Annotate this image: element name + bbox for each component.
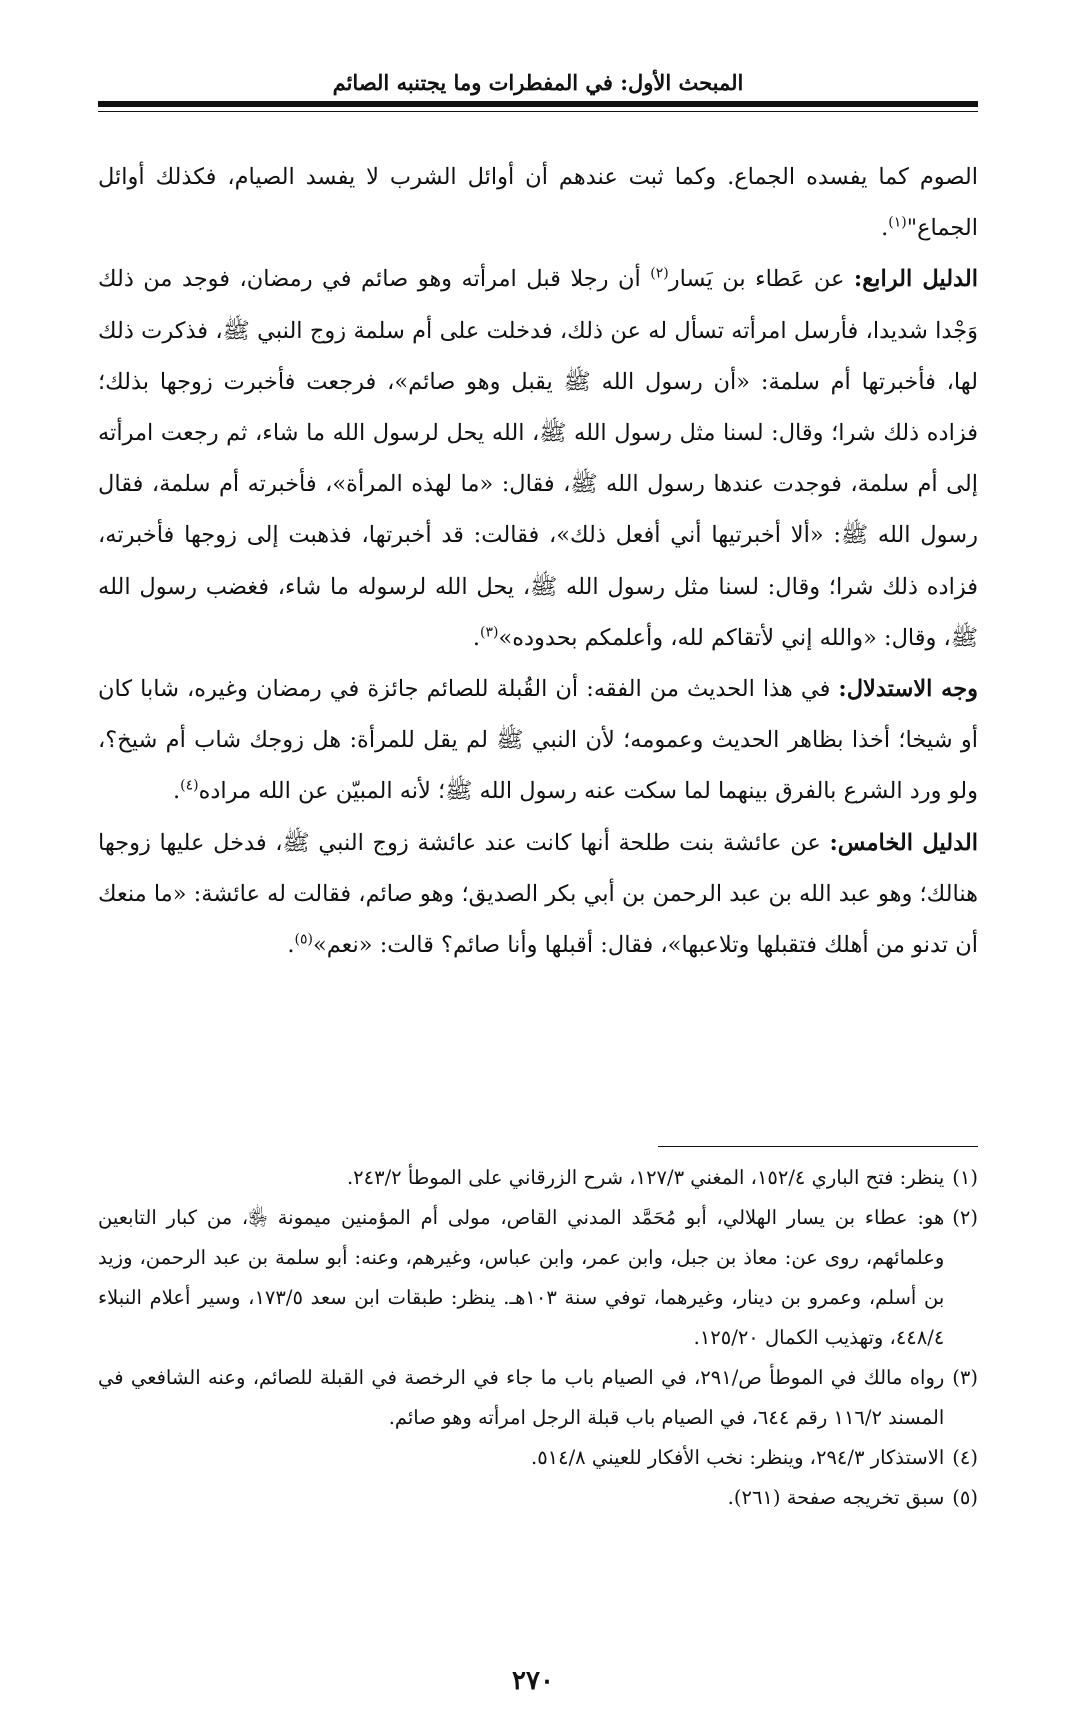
header-rule-thin xyxy=(98,111,978,112)
footnote-text: ينظر: فتح الباري ١٥٢/٤، المغني ١٢٧/٣، شرح الزرقاني على الموطأ ٢٤٣/٢. xyxy=(346,1166,945,1189)
footnote-text: رواه مالك في الموطأ ص/٢٩١، في الصيام باب ما جاء في الرخصة في القبلة للصائم، وعنه الشافعي في المسند ١١٦/٢ رقم ٦٤٤، في الصيام باب قبلة الرجل امرأته وهو صائم. xyxy=(98,1366,945,1429)
running-title: المبحث الأول: في المفطرات وما يجتنبه الصائم xyxy=(332,70,744,95)
footnote-text: الاستذكار ٢٩٤/٣، وينظر: نخب الأفكار للعيني ٥١٤/٨. xyxy=(530,1446,945,1469)
footnote-number: (٢) xyxy=(952,1206,978,1229)
footnote-number: (٤) xyxy=(952,1446,978,1469)
section-lead: الدليل الرابع: xyxy=(853,266,978,293)
paragraph-text: الصوم كما يفسده الجماع. وكما ثبت عندهم أن أوائل الشرب لا يفسد الصيام، فكذلك أوائل الجماع" xyxy=(98,164,978,242)
footnote-text: هو: عطاء بن يسار الهلالي، أبو مُحَمَّد المدني القاص، مولى أم المؤمنين ميمونة ﵂، من كبار التابعين وعلمائهم، روى عن: معاذ بن جبل، وابن عمر، وابن عباس، وغيرهم، وعنه: أبو سلمة بن عبد الرحمن، وزيد بن أسلم، وعمرو بن دينار، وغيرهما، توفي سنة ١٠٣هـ. ينظر: طبقات ابن سعد ١٧٣/٥، وسير أعلام النبلاء ٤٤٨/٤، وتهذيب الكمال ١٢٥/٢٠. xyxy=(98,1206,945,1349)
paragraph-end: . xyxy=(172,778,181,805)
footnote-number: (٣) xyxy=(952,1366,978,1389)
footnote xyxy=(98,1478,978,1518)
paragraph-end: . xyxy=(287,932,295,959)
footnote-number: (١) xyxy=(952,1166,978,1189)
footnote-ref: (٤) xyxy=(180,777,199,794)
footnote xyxy=(98,1358,978,1438)
paragraph-end: . xyxy=(472,624,481,651)
footnote xyxy=(98,1158,978,1198)
paragraph-text: عن عائشة بنت طلحة أنها كانت عند عائشة زوج النبي ﷺ، فدخل عليها زوجها هنالك؛ وهو عبد الله بن عبد الرحمن بن أبي بكر الصديق؛ وهو صائم، فقالت له عائشة: «ما منعك أن تدنو من أهلك فتقبلها وتلاعبها»، فقال: أقبلها وأنا صائم؟ قالت: «نعم» xyxy=(98,829,978,959)
section-lead: الدليل الخامس: xyxy=(829,829,978,856)
footnotes xyxy=(98,1158,978,1518)
footnote xyxy=(98,1198,978,1358)
page-number: ٢٧٠ xyxy=(512,1666,554,1696)
paragraph-continuation xyxy=(98,152,978,254)
paragraph-end: . xyxy=(881,215,889,242)
paragraph-text: عن عَطاء بن يَسار xyxy=(668,266,854,293)
paragraph-inference xyxy=(98,664,978,818)
paragraph-text: في هذا الحديث من الفقه: أن القُبلة للصائم جائزة في رمضان وغيره، شابا كان أو شيخا؛ أخذا بظاهر الحديث وعمومه؛ لأن النبي ﷺ لم يقل للمرأة: هل زوجك شاب أم شيخ؟، ولو ورد الشرع بالفرق بينهما لما سكت عنه رسول الله ﷺ؛ لأنه المبيّن عن الله مراده xyxy=(98,676,978,805)
footnote-separator xyxy=(658,1146,978,1147)
footnote-ref: (١) xyxy=(888,214,907,231)
paragraph-fifth-evidence xyxy=(98,818,978,972)
main-text xyxy=(98,152,978,971)
footnote-ref: (٣) xyxy=(480,624,499,641)
paragraph-fourth-evidence xyxy=(98,254,978,664)
header-rule-thick xyxy=(98,101,978,107)
footnote-ref: (٢) xyxy=(650,265,669,282)
footnote xyxy=(98,1438,978,1478)
footnote-text: سبق تخريجه صفحة (٢٦١). xyxy=(727,1486,945,1509)
section-lead: وجه الاستدلال: xyxy=(838,676,978,703)
footnote-ref: (٥) xyxy=(294,931,313,948)
paragraph-text: أن رجلا قبل امرأته وهو صائم في رمضان، فوجد من ذلك وَجْدا شديدا، فأرسل امرأته تسأل له عن ذلك، فدخلت على أم سلمة زوج النبي ﷺ، فذكرت ذلك لها، فأخبرتها أم سلمة: «أن رسول الله ﷺ يقبل وهو صائم»، فرجعت فأخبرت زوجها بذلك؛ فزاده ذلك شرا؛ وقال: لسنا مثل رسول الله ﷺ، الله يحل لرسول الله ما شاء، ثم رجعت امرأته إلى أم سلمة، فوجدت عندها رسول الله ﷺ، فقال: «ما لهذه المرأة»، فأخبرته أم سلمة، فقال رسول الله ﷺ: «ألا أخبرتيها أني أفعل ذلك»، فقالت: قد أخبرتها، فذهبت إلى زوجها فأخبرته، فزاده ذلك شرا؛ وقال: لسنا مثل رسول الله ﷺ، يحل الله لرسوله ما شاء، فغضب رسول الله ﷺ، وقال: «والله إني لأتقاكم لله، وأعلمكم بحدوده» xyxy=(98,266,978,651)
footnote-number: (٥) xyxy=(952,1486,978,1509)
